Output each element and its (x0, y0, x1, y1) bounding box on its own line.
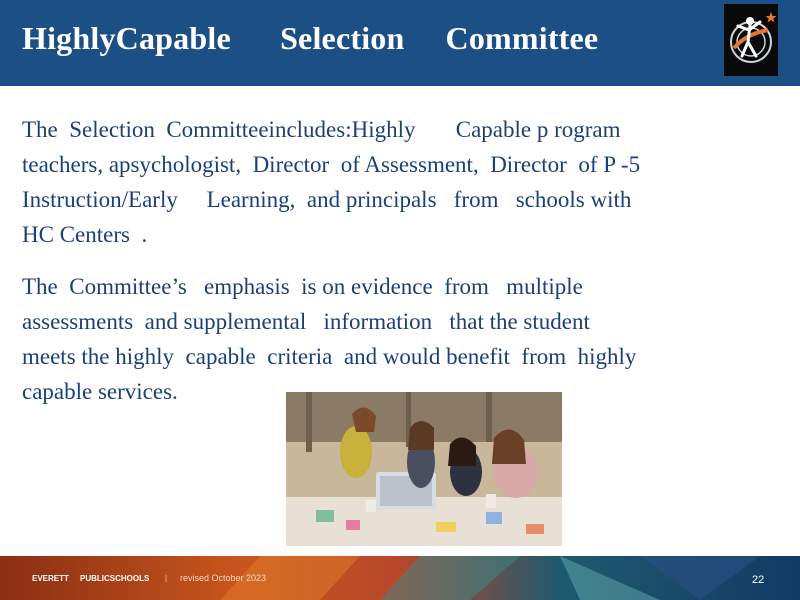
footer-revised-date: revised October 2023 (180, 573, 267, 583)
footer-organization: EVERETT PUBLICSCHOOLS (32, 574, 150, 583)
everett-logo-icon (724, 4, 778, 76)
footer-separator: | (165, 574, 168, 583)
page-number: 22 (752, 574, 765, 586)
students-collaborating-photo (286, 392, 562, 546)
committee-members-paragraph: The Selection Committeeincludes:Highly Capable p rogram teachers, apsychologist, Director of Assessment, Director of P -5 Instruction/Early Learning, and principals from schools with HC Centers . (22, 117, 641, 247)
committee-emphasis-paragraph: The Committee’s emphasis is on evidence from multiple assessments and supplemental information that the student meets the highly capable criteria and would benefit from highly capable services. (22, 274, 637, 404)
slide-title: HighlyCapable Selection Committee (22, 20, 599, 56)
